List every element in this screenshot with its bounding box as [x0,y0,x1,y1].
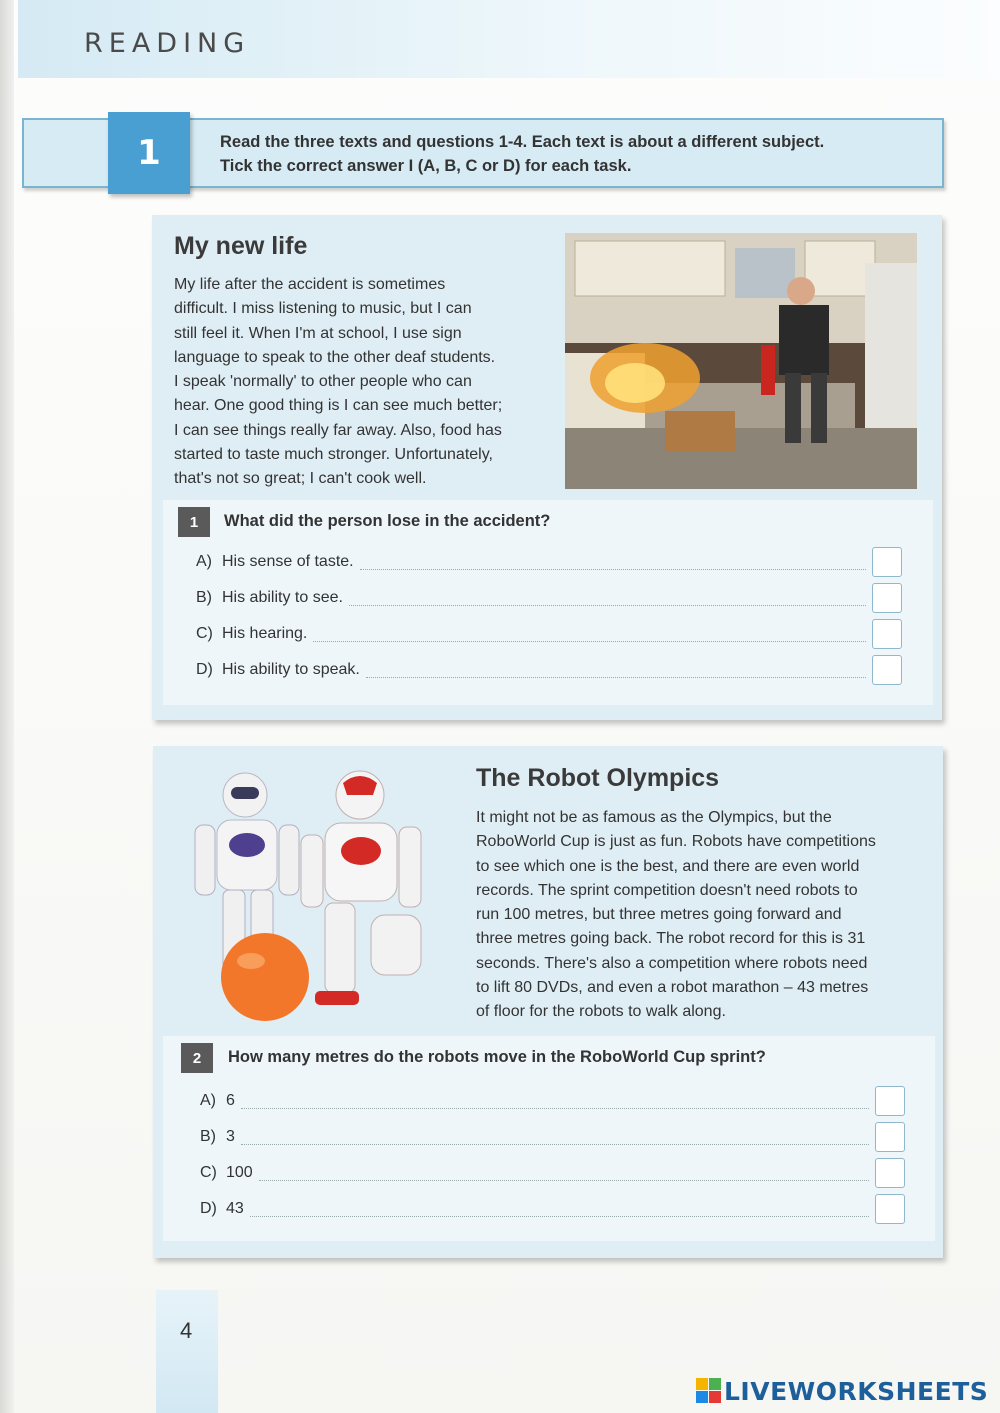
dotted-leader [259,1166,869,1181]
question-number: 1 [178,507,210,537]
option-text: His sense of taste. [222,553,354,570]
option-letter: A) [196,553,212,570]
option-letter: C) [200,1164,217,1181]
answer-checkbox[interactable] [875,1158,905,1188]
option-text: 43 [226,1200,244,1217]
article-line: three metres going back. The robot record for this is 31 [476,930,866,948]
article-line: difficult. I miss listening to music, but I can [174,300,472,318]
dotted-leader [241,1130,869,1145]
article-body [174,273,502,492]
answer-option-c [196,620,902,648]
dotted-leader [349,591,866,606]
kitchen-illustration [565,233,917,489]
option-text: His hearing. [222,625,308,642]
article-line: seconds. There's also a competition where robots need [476,954,868,972]
article-line: I can see things really far away. Also, food has [174,421,502,439]
section-title: READING [84,28,251,59]
option-text: 6 [226,1092,235,1109]
question-text: How many metres do the robots move in the RoboWorld Cup sprint? [228,1048,766,1066]
option-text: His ability to see. [222,589,343,606]
option-letter: B) [196,589,212,606]
dotted-leader [250,1202,869,1217]
answer-option-d [196,656,902,684]
kitchen-photo [565,233,917,489]
option-text: 3 [226,1128,235,1145]
liveworksheets-logo [696,1374,988,1408]
answer-checkbox[interactable] [872,619,902,649]
dotted-leader [313,627,866,642]
answer-option-a [196,548,902,576]
dotted-leader [366,663,866,678]
article-line: started to taste much stronger. Unfortunately, [174,446,493,464]
answer-checkbox[interactable] [875,1194,905,1224]
option-letter: B) [200,1128,216,1145]
instruction-line: Read the three texts and questions 1-4. Each text is about a different subject. [220,133,825,151]
article-line: to see which one is the best, and there are even world [476,857,860,875]
article-line: that's not so great; I can't cook well. [174,470,427,488]
robots-photo [175,765,465,1030]
page-number: 4 [180,1318,193,1343]
article-line: to lift 80 DVDs, and even a robot marathon – 43 metres [476,979,869,997]
article-line: records. The sprint competition doesn't need robots to [476,881,858,899]
dotted-leader [241,1094,869,1109]
answer-checkbox[interactable] [875,1122,905,1152]
article-line: language to speak to the other deaf students. [174,348,496,366]
task-instruction [220,130,920,178]
option-text: 100 [226,1164,253,1181]
article-line: run 100 metres, but three metres going forward and [476,906,842,924]
footer-stripe [156,1290,218,1413]
question-number: 2 [181,1043,213,1073]
answer-checkbox[interactable] [872,547,902,577]
liveworksheets-grid-icon [696,1378,722,1404]
answer-checkbox[interactable] [875,1086,905,1116]
answer-checkbox[interactable] [872,655,902,685]
brand-name: LIVEWORKSHEETS [724,1376,989,1406]
instruction-line: Tick the correct answer I (A, B, C or D) for each task. [220,157,632,175]
article-title: My new life [174,232,308,260]
answer-checkbox[interactable] [872,583,902,613]
article-line: RoboWorld Cup is just as fun. Robots have competitions [476,833,876,851]
dotted-leader [360,555,866,570]
answer-option-c [200,1159,905,1187]
article-line: still feel it. When I'm at school, I use sign [174,324,462,342]
article-title: The Robot Olympics [476,764,720,792]
option-letter: D) [196,661,213,678]
article-line: I speak 'normally' to other people who can [174,373,472,391]
option-letter: A) [200,1092,216,1109]
answer-option-d [200,1195,905,1223]
article-line: My life after the accident is sometimes [174,276,446,293]
answer-option-b [200,1123,905,1151]
article-line: of floor for the robots to walk along. [476,1003,726,1021]
option-text: His ability to speak. [222,661,360,678]
answer-option-b [196,584,902,612]
article-body [476,806,876,1025]
question-text: What did the person lose in the accident? [224,512,551,530]
robots-illustration [175,765,465,1030]
article-line: hear. One good thing is I can see much better; [174,397,503,415]
option-letter: D) [200,1200,217,1217]
task-number: 1 [108,112,190,194]
article-line: It might not be as famous as the Olympics, but the [476,809,832,826]
option-letter: C) [196,625,213,642]
answer-option-a [200,1087,905,1115]
